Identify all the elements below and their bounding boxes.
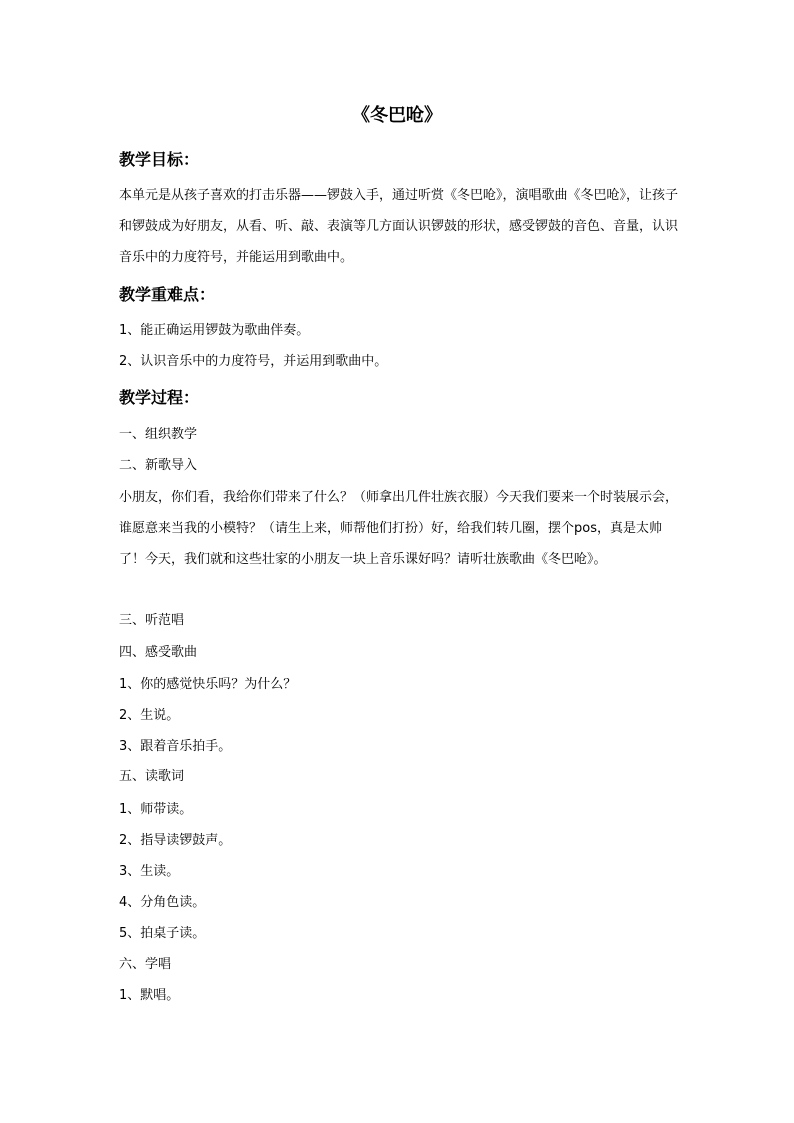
read-item: 2、指导读锣鼓声。 [119,833,232,848]
feel-item: 3、跟着音乐拍手。 [119,739,232,754]
process-step-feel: 四、感受歌曲 [119,645,198,660]
document-title: 《冬巴呛》 [352,105,442,126]
key-point-item: 2、认识音乐中的力度符号，并运用到歌曲中。 [119,354,388,369]
process-heading: 教学过程： [119,388,200,407]
feel-item: 2、生说。 [119,708,180,723]
sing-item: 1、默唱。 [119,988,180,1003]
read-item: 5、拍桌子读。 [119,926,206,941]
goals-paragraph: 本单元是从孩子喜欢的打击乐器——锣鼓入手，通过听赏《冬巴呛》，演唱歌曲《冬巴呛》，让孩子和锣鼓成为好朋友，从看、听、敲、表演等几方面认识锣鼓的形状，感受锣鼓的音色、音量，认识音乐中的力度符号，并能运用到歌曲中。 [119,188,679,265]
process-step-listen: 三、听范唱 [119,613,185,628]
process-step-learn-sing: 六、学唱 [119,957,172,972]
goals-heading: 教学目标： [119,150,200,169]
process-step-intro: 二、新歌导入 [119,458,198,473]
read-item: 1、师带读。 [119,802,193,817]
feel-item: 1、你的感觉快乐吗？为什么？ [119,677,297,692]
read-item: 3、生读。 [119,864,180,879]
read-item: 4、分角色读。 [119,895,206,910]
key-point-item: 1、能正确运用锣鼓为歌曲伴奏。 [119,323,310,338]
process-step-read-lyrics: 五、读歌词 [119,769,185,784]
intro-paragraph: 小朋友，你们看，我给你们带来了什么？（师拿出几件壮族衣服）今天我们要来一个时装展示会，谁愿意来当我的小模特？（请生上来，师帮他们打扮）好，给我们转几圈，摆个pos，真是太帅了！今天，我们就和这些壮家的小朋友一块上音乐课好吗？请听壮族歌曲《冬巴呛》。 [119,490,679,567]
key-points-heading: 教学重难点： [119,285,216,304]
process-step-organize: 一、组织教学 [119,427,198,442]
